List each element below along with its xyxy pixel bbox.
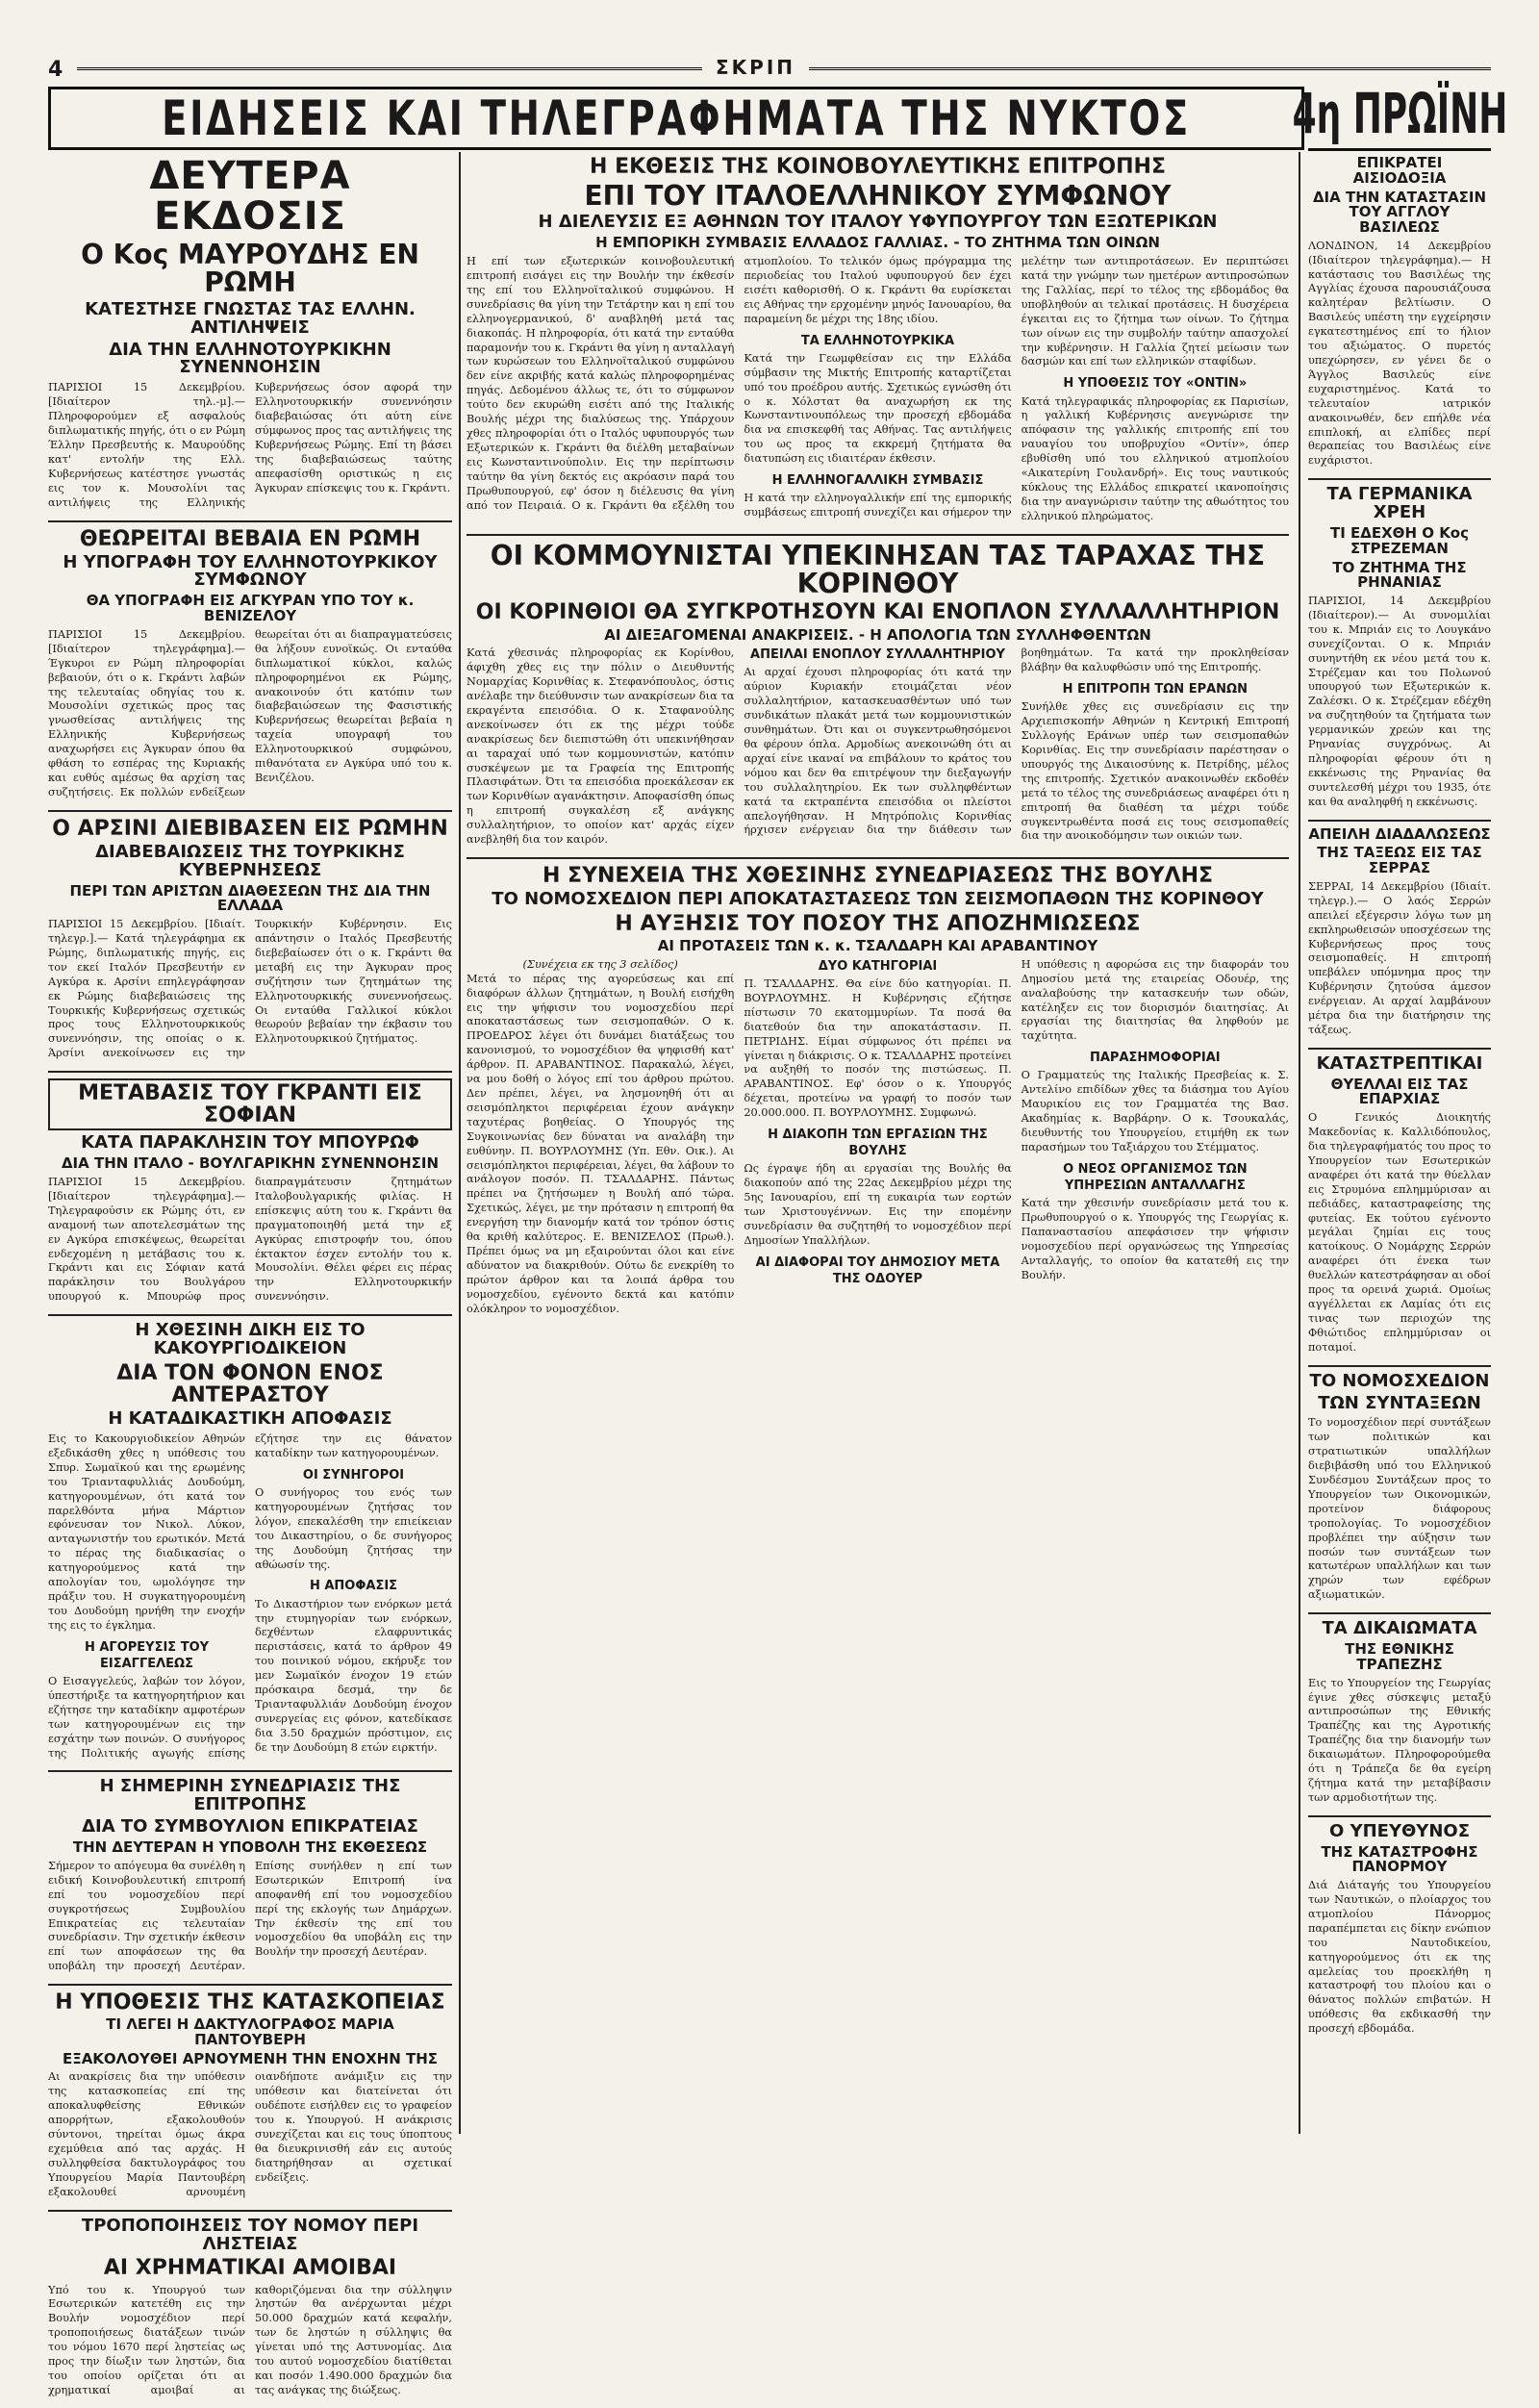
article bbox=[1308, 824, 1491, 1038]
crosshead: Η ΕΛΛΗΝΟΓΑΛΛΙΚΗ ΣΥΜΒΑΣΙΣ bbox=[771, 473, 984, 489]
divider bbox=[1308, 478, 1491, 480]
subheadline: Η ΑΥΞΗΣΙΣ ΤΟΥ ΠΟΣΟΥ ΤΗΣ ΑΠΟΖΗΜΙΩΣΕΩΣ bbox=[615, 911, 1141, 936]
column-left bbox=[48, 152, 452, 2408]
divider bbox=[1308, 1815, 1491, 1817]
paragraph: Ο Γραμματεύς της Ιταλικής Πρεσβείας κ. Σ. Αντελίνο επιδίδων χθες τα διάσημα του Αγίου Μαυρικίου εις τον Γραμματέα της Βασ. Ακαδημίας κ. Βαρβάρην. Ο κ. Τσουκαλάς, διευθυντής του Υπουργείου, ετιμήθη εκ των παρασήμων του Ταξιάρχου του Στέμματος. bbox=[1021, 1069, 1289, 1153]
headline: ΤΡΟΠΟΠΟΙΗΣΕΙΣ ΤΟΥ ΝΟΜΟΥ ΠΕΡΙ ΛΗΣΤΕΙΑΣ bbox=[81, 2215, 419, 2254]
subheadline: ΑΙ ΧΡΗΜΑΤΙΚΑΙ ΑΜΟΙΒΑΙ bbox=[103, 2256, 397, 2281]
subheadline: ΔΙΑ ΤΗΝ ΚΑΤΑΣΤΑΣΙΝ ΤΟΥ ΑΓΓΛΟΥ ΒΑΣΙΛΕΩΣ bbox=[1312, 188, 1487, 236]
article-body: Ο Γενικός Διοικητής Μακεδονίας κ. Καλλιδόπουλος, δια τηλεγραφήματός του προς το Υπουργείον των Εσωτερικών αναφέρει ότι κατά την θύελλαν εις Στρυμόνα επλημμύρισαν αι πεδιάδες, καταστραφείσης της φυτείας. Εκ τούτου εγένοντο μεγάλαι ζημίαι εις τους κατοίκους. Ο Νομάρχης Σερρών αναφέρει ότι ένεκα των θυελλών κατεστράφησαν αι οδοί προς τα ορεινά χωριά. Ομοίως αγγέλλεται εκ Λαμίας ότι εις τινας των περιοχών της Φθιώτιδος επλημμύρισαν οι ποταμοί. bbox=[1308, 1111, 1491, 1354]
article bbox=[48, 241, 452, 511]
article bbox=[1308, 1370, 1491, 1604]
article bbox=[1308, 1620, 1491, 1806]
subheadline: ΚΑΤΑ ΠΑΡΑΚΛΗΣΙΝ ΤΟΥ ΜΠΟΥΡΩΦ bbox=[81, 1132, 419, 1153]
headline: ΤΑ ΔΙΚΑΙΩΜΑΤΑ bbox=[1322, 1618, 1477, 1639]
divider bbox=[48, 1071, 452, 1073]
article bbox=[1308, 1820, 1491, 2037]
paragraph: Μετά το πέρας της αγορεύσεως και επί διαφόρων άλλων ζητημάτων, η Βουλή εισήχθη εις την ψήφισιν του νομοσχεδίου περί αποκαταστάσεως των σεισμοπαθών. Ο κ. ΠΡΟΕΔΡΟΣ λέγει ότι δυνάμει διατάξεως του κανονισμού, το νομοσχέδιον θα ψηφισθή κατ' άρθρον. Π. ΑΡΑΒΑΝΤΙΝΟΣ. Παρακαλώ, λέγει, να μου δοθή ο λόγος επί του άρθρου πρώτου. Δεν πρέπει, λέγει, να λησμονηθή ότι αι σεισμόπληκτοι περιφέρειαι έχουν ανάγκην ταχυτέρας βοηθείας. Ο Υπουργός της Συγκοινωνίας δεν δύναται να αναλάβη την ευθύνην. Π. ΒΟΥΡΛΟΥΜΗΣ (Υπ. Εθν. Οικ.). Αι σεισμόπληκτοι περιφέρειαι, λέγει, θα λάβουν το ανάλογον ποσόν. Π. ΤΣΑΛΔΑΡΗΣ. Πάντως πρέπει να ζητήσωμεν η Βουλή από τώρα. Σχετικώς, λέγει, με την πρότασιν η επιτροπή θα ενεργήση την διανομήν κατά τον τρόπον όστις θα κριθή καλύτερος. bbox=[467, 972, 735, 1244]
paragraph: Το Δικαστήριον των ενόρκων μετά την ετυμηγορίαν των ενόρκων, δεχθέντων ελαφρυντικάς περιστάσεις, κατά το άρθρον 49 του ποινικού νόμου, εκήρυξε τον μεν Σωμαϊκόν ένοχον 19 ετών πρόσκαιρα δεσμά, την δε Τριανταφυλλιάν Δουδούμη ένοχον συνεργείας εις φόνον, κατεδίκασε δια 3.50 δραχμών πρόστιμον, εις δε την Δουδούμη 8 ετών ειρκτήν. bbox=[255, 1597, 452, 1754]
article bbox=[48, 1778, 452, 1974]
subheadline: ΑΙ ΠΡΟΤΑΣΕΙΣ ΤΩΝ κ. κ. ΤΣΑΛΔΑΡΗ ΚΑΙ ΑΡΑΒΑΝΤΙΝΟΥ bbox=[657, 937, 1098, 955]
divider bbox=[467, 534, 1289, 536]
article-body: Το νομοσχέδιον περί συντάξεων των πολιτικών και στρατιωτικών υπαλλήλων διεβιβάσθη υπό του Ελληνικού Συνδέσμου Συντάξεων προς το Υπουργείον των Οικονομικών, προτείνον διάφορους τροπολογίας. Το νομοσχέδιον προβλέπει την αύξησιν των ποσών των συντάξεων των κατωτέρων υπαλλήλων και των χηρών των εφέδρων αξιωματικών. bbox=[1308, 1416, 1491, 1602]
subheadline: ΔΙΑ ΤΟ ΣΥΜΒΟΥΛΙΟΝ ΕΠΙΚΡΑΤΕΙΑΣ bbox=[82, 1816, 418, 1838]
paragraph: Ο Εισαγγελεύς, λαβών τον λόγον, ύπεστήριξε τα κατηγορητήριον και εζήτησε την καταδίκην αμφοτέρων των κατηγορουμένων εις την εσχάτην των ποινών. Ο συνήγορος της Πολιτικής αγωγής επίσης εζήτησε την εις θάνατον καταδίκην των κατηγορουμένων. bbox=[48, 1432, 452, 1760]
late-edition-label: 4η ΠΡΩΪΝΗ bbox=[1292, 81, 1507, 146]
paragraph: Εκ των συλληφθέντων κατά τα εκτραπέντα επεισόδια οι πλείστοι απελογήθησαν. Η Μητρόπολις Κορινθίας ήρχισεν ενέργειαν δια την διάθεσιν των βοηθημάτων. Τα κατά την προκληθείσαν βλάβην θα καλυφθώσιν υπό της Επιτροπής. bbox=[744, 646, 1289, 837]
subheadline: ΤΙ ΛΕΓΕΙ Η ΔΑΚΤΥΛΟΓΡΑΦΟΣ ΜΑΡΙΑ ΠΑΝΤΟΥΒΕΡΗ bbox=[106, 2015, 394, 2048]
article bbox=[1308, 486, 1491, 809]
column-rule bbox=[459, 152, 461, 2134]
paragraph: Η επί των εξωτερικών κοινοβουλευτική επιτροπή εισάγει εις την Βουλήν την έκθεσίν της επί του Ελληνοϊταλικού συμφώνου. Η συνεδρίασις θα γίνη την Τετάρτην και η επί του ελληνογερμανικού, δ' αναβληθή μετά τας διακοπάς. Η πληροφορία, ότι κατά την ενταύθα παραμονήν του κ. Γκράντι θα γίνη η ανταλλαγή των κυρώσεων του Ελληνοϊταλικού συμφώνου δεν είνε ακριβής κατά καλώς πληροφορημένας πηγάς. Δεδομένου άλλως τε, ότι το σύμφωνον τούτο δεν εκυρώθη εισέτι από της Ιταλικής Βουλής μέχρι της διαλύσεως της. Υπάρχουν χθες πληροφορίαι ότι ο Ιταλός υφυπουργός των Εξωτερικών κ. Γκράντι θα διέλθη μεταβαίνων εις Κωνσταντινούπολιν. Εις την περίπτωσιν ταύτην θα γίνη δεκτός εις ακρόασιν παρά του Πρωθυπουργού, εφ' όσον η διέλευσις θα γίνη από τον Πειραιά. Ο κ. Γκράντι θα εξέλθη του ατμοπλοίου. Το τελικόν όμως πρόγραμμα της περιοδείας του Ιταλού υφυπουργού δεν έχει εισέτι καθορισθή. bbox=[467, 255, 1012, 512]
page-number: 4 bbox=[48, 58, 63, 82]
masthead: ΣΚΡΙΠ bbox=[702, 56, 809, 79]
headline: ΘΕΩΡΕΙΤΑΙ ΒΕΒΑΙΑ ΕΝ ΡΩΜΗ bbox=[79, 526, 421, 551]
crosshead: Η ΕΠΙΤΡΟΠΗ ΤΩΝ ΕΡΑΝΩΝ bbox=[1062, 682, 1248, 697]
crosshead: Η ΥΠΟΘΕΣΙΣ ΤΟΥ «ΟΝΤΙΝ» bbox=[1063, 376, 1248, 392]
paragraph: Ε. ΒΕΝΙΖΕΛΟΣ (Πρωθ.). Πρέπει όμως να μη εξαιρούνται όλοι και είνε αδύνατον να διακριθούν. Ούτω δε ενεκρίθη το πρώτον άρθρον και τα λοιπά άρθρα του νομοσχεδίου, εγένοντο δεκτά και κατόπιν ολόκληρον το νομοσχέδιον. bbox=[467, 1230, 735, 1315]
paragraph: Συνήλθε χθες εις συνεδρίασιν εις την Αρχιεπισκοπήν Αθηνών η Κεντρική Επιτροπή Συλλογής Εράνων υπέρ των σεισμοπαθών Κορινθίας. Εις την συνεδρίασιν παρέστησαν ο υπουργός της Δικαιοσύνης κ. Πετρίδης, μέλος της επιτροπής. Σχετικόν ανακοινωθέν εκδοθέν μετά το τέλος της συνεδριάσεως αναφέρει ότι η επιτροπή θα διαθέση τα μέχρι τούδε συγκεντρωθέντα ποσά εις τους σεισμοπαθείς δια την ανοικοδόμησιν των οικιών των. bbox=[1021, 700, 1289, 843]
article bbox=[48, 818, 452, 1061]
article bbox=[467, 156, 1289, 524]
divider bbox=[48, 1984, 452, 1986]
divider bbox=[1308, 1612, 1491, 1614]
subheadline: ΔΙΑ ΤΗΝ ΕΛΛΗΝΟΤΟΥΡΚΙΚΗΝ ΣΥΝΕΝΝΟΗΣΙΝ bbox=[109, 339, 391, 378]
article-body: Διά Διάταγής του Υπουργείου των Ναυτικών, ο πλοίαρχος του ατμοπλοίου Πάνορμος παραπέμπεται εις δίκην ενώπιον του Ναυτοδικείου, κατηγορούμενος ότι εκ της αμελείας του προεκλήθη η καταστροφή του πλοίου και ο θάνατος πολλών επιβατών. Η υπόθεσις θα εκδικασθή την προσεχή εβδομάδα. bbox=[1308, 1879, 1491, 2036]
subheadline: ΤΩΝ ΣΥΝΤΑΞΕΩΝ bbox=[1318, 1392, 1481, 1413]
subheadline: ΑΙ ΔΙΕΞΑΓΟΜΕΝΑΙ ΑΝΑΚΡΙΣΕΙΣ. - Η ΑΠΟΛΟΓΙΑ ΤΩΝ ΣΥΛΛΗΦΘΕΝΤΩΝ bbox=[604, 625, 1151, 644]
crosshead: ΑΙ ΔΙΑΦΟΡΑΙ ΤΟΥ ΔΗΜΟΣΙΟΥ ΜΕΤΑ ΤΗΣ ΟΔΟΥΕΡ bbox=[755, 1255, 1000, 1286]
subheadline: Η ΚΑΤΑΔΙΚΑΣΤΙΚΗ ΑΠΟΦΑΣΙΣ bbox=[108, 1408, 392, 1430]
divider bbox=[1308, 1048, 1491, 1050]
headline: Ο ΑΡΣΙΝΙ ΔΙΕΒΙΒΑΣΕΝ ΕΙΣ ΡΩΜΗΝ bbox=[52, 816, 448, 841]
subheadline: ΟΙ ΚΟΡΙΝΘΙΟΙ ΘΑ ΣΥΓΚΡΟΤΗΣΟΥΝ ΚΑΙ ΕΝΟΠΛΟΝ ΣΥΛΛΑΛΛΗΤΗΡΙΟΝ bbox=[475, 600, 1280, 625]
subheadline: ΔΙΑ ΤΗΝ ΙΤΑΛΟ - ΒΟΥΛΓΑΡΙΚΗΝ ΣΥΝΕΝΝΟΗΣΙΝ bbox=[61, 1154, 440, 1173]
paragraph: Αι αρχαί έχουσι πληροφορίας ότι κατά την αύριον Κυριακήν ετοιμάζεται νέον συλλαλητήριον, κατασκευασθέντων υπό των συνδικάτων πλακάτ μετά των κομμουνιστικών συνθημάτων. Ότι και οι συγκεντρωθησόμενοι θα φέρουν όπλα. Αρμοδίως ανεκοινώθη ότι αι αρχαί είνε ικαναί να επιβάλουν το κράτος του νόμου και δεν θα επιτρέψουν την διεξαγωγήν του συλλαλητηρίου. bbox=[744, 666, 1012, 794]
subheadline: ΔΙΑ ΤΟΝ ΦΟΝΟΝ ΕΝΟΣ ΑΝΤΕΡΑΣΤΟΥ bbox=[116, 1360, 384, 1408]
article-body: Σήμερον το απόγευμα θα συνέλθη η ειδική Κοινοβουλευτική επιτροπή επί του νομοσχεδίου περί συγκροτήσεως Συμβουλίου Επικρατείας εις τελευταίαν συνεδρίασιν. Την σχετικήν έκθεσιν επί των αποφάσεων της θα υποβάλη την προσεχή Δευτέραν. Επίσης συνήλθεν η επί των Εσωτερικών Επιτροπή ίνα αποφανθή επί του νομοσχεδίου περί της εκλογής των Δημάρχων. Την έκθεσίν της επί του νομοσχεδίου θα υποβάλη εις την Βουλήν την προσεχή Δευτέραν. bbox=[48, 1859, 452, 1973]
divider bbox=[48, 810, 452, 812]
article-body: Εις το Υπουργείον της Γεωργίας έγινε χθες σύσκεψις μεταξύ αντιπροσώπων της Εθνικής Τραπέζης και της Αγροτικής Τραπέζης δια την διανομήν των δικαιωμάτων. Πληροφορούμεθα ότι η Τράπεζα δε θα εγείρη ζήτημα κατά την μεταβίβασιν των αρμοδιοτήτων της. bbox=[1308, 1676, 1491, 1804]
subheadline: ΕΠΙ ΤΟΥ ΙΤΑΛΟΕΛΛΗΝΙΚΟΥ ΣΥΜΦΩΝΟΥ bbox=[584, 180, 1172, 213]
paragraph: Η κατά την ελληνογαλλικήν επί της εμπορικής συμβάσεως επιτροπή συνεχίζει και σήμερον την μελέτην των αντιπροτάσεων. Εν περιπτώσει κατά την γνώμην των ημετέρων αντιπροσώπων της Γαλλίας, περί το τέλος της εβδομάδος θα υποβληθούν αι τελικαί προτάσεις. Η δυσχέρεια έγκειται εις το ζήτημα των οίνων. bbox=[744, 255, 1289, 520]
paragraph: Κατά χθεσινάς πληροφορίας εκ Κορίνθου, άφιχθη χθες εις την πόλιν ο Διευθυντής Νομαρχίας Κορινθίας κ. Στεφανόπουλος, όστις ανέλαβε την διεύθυνσιν των ανακρίσεων δια τα εκραγέντα επεισόδια. Ο κ. Σταφανούλης ανεκοίνωσεν ότι εκ της μέχρι τούδε ανακρίσεως δεν διεπιστώθη ότι υπεκινήθησαν αι ταραχαί υπό των κομμουνιστών, κατόπιν συσκέψεων με τα Γραφεία της Επιτροπής Πλασιφάτων. Ότι τα επεισόδια προεκάλεσαν εκ των Κορινθίων αγανάκτησιν. Αποφασίσθη όπως η επιτροπή συγκαλέση εξ ανάγκης συλλαλητήριον, το οποίον κατ' αρχάς είχεν ανεβληθή δια τον καιρόν. bbox=[467, 646, 735, 847]
subheadline: ΕΞΑΚΟΛΟΥΘΕΙ ΑΡΝΟΥΜΕΝΗ ΤΗΝ ΕΝΟΧΗΝ ΤΗΣ bbox=[62, 2049, 439, 2067]
paragraph: Ο κ. Γκράντι θα ευρίσκεται εις Αθήνας την ερχομένην μηνός Ιανουαρίου, θα παραμείνη δε μέχρι της 18ης ιδίου. bbox=[744, 283, 1012, 325]
divider bbox=[48, 1314, 452, 1316]
subheadline: ΠΕΡΙ ΤΩΝ ΑΡΙΣΤΩΝ ΔΙΑΘΕΣΕΩΝ ΤΗΣ ΔΙΑ ΤΗΝ ΕΛΛΑΔΑ bbox=[69, 881, 431, 915]
headline: ΑΠΕΙΛΗ ΔΙΑΔΑΛΩΣΕΩΣ bbox=[1308, 824, 1491, 843]
article bbox=[48, 2215, 452, 2398]
column-center bbox=[467, 152, 1289, 1326]
article-body: ΠΑΡΙΣΙΟΙ 15 Δεκεμβρίου. [Ιδιαίτερον τηλ.-μ].— Πληροφορούμεν εξ ασφαλούς διπλωματικής πηγής, ότι ο εν Ρώμη Έλλην Πρεσβευτής κ. Μαυρούδης κατ' εντολήν της Ελλ. Κυβερνήσεως κατέστησε γνωστάς εις τον κ. Μουσολίνι τας αντιλήψεις της Ελληνικής Κυβερνήσεως όσον αφορά την Ελληνοτουρκικήν συνεννόησιν διαβεβαιώσας ότι αύτη είνε σύμφωνος προς τας αντιλήψεις της Κυβερνήσεως Ρώμης. Επί τη βάσει της διαβεβαιώσεως ταύτης απεφασίσθη οριστικώς η εις Άγκυραν επίσκεψις του κ. Γκράντι. bbox=[48, 381, 452, 509]
subheadline: ΔΙΑΒΕΒΑΙΩΣΕΙΣ ΤΗΣ ΤΟΥΡΚΙΚΗΣ ΚΥΒΕΡΝΗΣΕΩΣ bbox=[95, 841, 405, 880]
article-body: ΠΑΡΙΣΙΟΙ, 14 Δεκεμβρίου (Ιδιαίτερον).— Αι συνομιλίαι του κ. Μπριάν εις το Λουγκάνο συνεχίζονται. Ο κ. Μπριάν συνηντήθη εκ νέου μετά του κ. Στρέζεμαν και του Πολωνού υπουργού των Εξωτερικών κ. Ζαλέσκι. Ο κ. Στρέζεμαν εδέχθη να συζητηθούν τα ζητήματα των γερμανικών χρεών και της Ρηνανίας συγχρόνως. Αι πληροφορίαι φέρουν ότι η εκκένωσις της Ρηνανίας θα συντελεσθή μέχρι του 1935, ότε και θα αναληφθή η εκκένωσις. bbox=[1308, 595, 1491, 808]
subheadline: ΤΗΝ ΔΕΥΤΕΡΑΝ Η ΥΠΟΒΟΛΗ ΤΗΣ ΕΚΘΕΣΕΩΣ bbox=[72, 1838, 428, 1857]
article bbox=[467, 865, 1289, 1316]
crosshead: ΔΥΟ ΚΑΤΗΓΟΡΙΑΙ bbox=[818, 958, 938, 974]
subheadline: ΤΟ ΖΗΤΗΜΑ ΤΗΣ ΡΗΝΑΝΙΑΣ bbox=[1332, 558, 1467, 592]
article-body: ΛΟΝΔΙΝΟΝ, 14 Δεκεμβρίου (Ιδιαίτερον τηλεγράφημα).— Η κατάστασις του Βασιλέως της Αγγλίας έχουσα παρουσιάζουσα καλητέραν βελτίωσιν. Ο Βασιλεύς υπέστη την εγχείρησιν εγκατεστημένος επί το ήλιον του αξιώματος. Ο πυρετός υπεχώρησεν, εν γένει δε ο Άγγλος Βασιλεύς είνε ευχαριστημένος. Κατά το τελευταίον ιατρικόν ανακοινωθέν, δεν επήλθε νέα επιπλοκή, αι ελπίδες περί θεραπείας του Βασιλέως είνε ευχάριστοι. bbox=[1308, 239, 1491, 468]
divider bbox=[1308, 1365, 1491, 1367]
article bbox=[1308, 156, 1491, 469]
paragraph: Π. ΤΣΑΛΔΑΡΗΣ. Θα είνε δύο κατηγορίαι. Π. ΒΟΥΡΛΟΥΜΗΣ. Η Κυβέρνησις εζήτησε πίστωσιν 70 εκατομμυρίων. Τα ποσά θα διατεθούν δια την αποκατάστασιν. Π. ΠΕΤΡΙΔΗΣ. Είμαι σύμφωνος ότι πρέπει να γίνεται η διάκρισις. Ο κ. ΤΣΑΛΔΑΡΗΣ προτείνει να αυξηθή το ποσόν της πιστώσεως. Π. ΑΡΑΒΑΝΤΙΝΟΣ. Εφ' όσον ο κ. Υπουργός δέχεται, προτείνω να γραφή το ποσόν των 20.000.000. Π. ΒΟΥΡΛΟΥΜΗΣ. Συμφωνώ. bbox=[744, 976, 1012, 1120]
subheadline: ΤΙ ΕΔΕΧΘΗ Ο Κος ΣΤΡΕΖΕΜΑΝ bbox=[1329, 524, 1470, 557]
paragraph: Εις το Κακουργιοδικείον Αθηνών εξεδικάσθη χθες η υπόθεσις του Σπυρ. Σωμαϊκού και της ερωμένης του Τριανταφυλλιάς Δουδούμη, κατηγορουμένων, ότι κατά τον παρελθόντα μήνα Μάρτιον εφόνευσαν τον Νικολ. Λύκον, ανταγωνιστήν του ερωτικόν. Μετά το πέρας της διαδικασίας ο κατηγορούμενος κατά την απολογίαν του, ωμολόγησε την πράξιν του. Η συγκατηγορουμένη του Δουδούμη ηρνήθη την ενοχήν της εις το έγκλημα. bbox=[48, 1432, 245, 1632]
headline: Η ΕΚΘΕΣΙΣ ΤΗΣ ΚΟΙΝΟΒΟΥΛΕΥΤΙΚΗΣ ΕΠΙΤΡΟΠΗΣ bbox=[590, 155, 1166, 179]
paragraph: Κατά τηλεγραφικάς πληροφορίας εκ Παρισίων, η γαλλική Κυβέρνησις ανεγνώρισε την απόφασιν της γαλλικής επιτροπής επί του ναυαγίου του υποβρυχίου «Οντίν», όπερ εβυθίσθη υπό του ελληνικού ατμοπλοίου «Αικατερίνη Γουλανδρή». Εις τους ναυτικούς κύκλους της Ελλάδος επικρατεί ικανοποίησις δια την αναγνώρισιν ταύτην της αθωότητος του ελληνικού πληρώματος. bbox=[1021, 394, 1289, 522]
headline: ΤΟ ΝΟΜΟΣΧΕΔΙΟΝ bbox=[1309, 1370, 1490, 1391]
article bbox=[1308, 1052, 1491, 1356]
column-right bbox=[1308, 152, 1491, 2046]
crosshead: Η ΑΠΟΦΑΣΙΣ bbox=[309, 1579, 398, 1594]
crosshead: Η ΑΓΟΡΕΥΣΙΣ ΤΟΥ ΕΙΣΑΓΓΕΛΕΩΣ bbox=[84, 1639, 210, 1671]
subheadline: ΚΑΤΕΣΤΗΣΕ ΓΝΩΣΤΑΣ ΤΑΣ ΕΛΛΗΝ. ΑΝΤΙΛΗΨΕΙΣ bbox=[85, 298, 416, 338]
banner-title: ΕΙΔΗΣΕΙΣ ΚΑΙ ΤΗΛΕΓΡΑΦΗΜΑΤΑ ΤΗΣ ΝΥΚΤΟΣ bbox=[162, 90, 1191, 146]
article bbox=[48, 528, 452, 800]
crosshead: ΤΑ ΕΛΛΗΝΟΤΟΥΡΚΙΚΑ bbox=[800, 333, 955, 348]
article-body bbox=[467, 646, 1289, 848]
article-body: ΣΕΡΡΑΙ, 14 Δεκεμβρίου (Ιδιαίτ. τηλεγρ.).— Ο λαός Σερρών απειλεί εξέγερσιν λόγω των μη εκπληρωθεισών υποσχέσεων της Κυβερνήσεως προς τους σεισμοπαθείς. Η επιτροπή υπεβάλεν υπόμνημα προς την Κυβέρνησιν ζητούσα άμεσον ενέργειαν. Αι αρχαί λαμβάνουν μέτρα δια την διατήρησιν της τάξεως. bbox=[1308, 879, 1491, 1036]
article-body: ΠΑΡΙΣΙΟΙ 15 Δεκεμβρίου. [Ιδιαίτ. τηλεγρ.].— Κατά τηλεγράφημα εκ Ρώμης, διπλωματικής πηγής, εις τον εκεί Ιταλόν Πρεσβευτήν εν Αγκύρα κ. Αρσίνι επηλεγράφησαν εκ Ρώμης διαβεβαιώσεις της Τουρκικής Κυβερνήσεως σχετικώς προς τους Ελληνοτουρκικούς συνεννόησιν, της οποίας ο κ. Άρσίνι ανεκοίνωσεν εις την Τουρκικήν Κυβέρνησιν. Εις απάντησιν ο Ιταλός Πρεσβευτής διεβεβαίωσεν ότι ο κ. Γκράντι θα μεταβή εις την Άγκυραν προς συζήτησιν των ζητημάτων της Ελληνοτουρκικής συνεννοήσεως. Οι ενταύθα Γαλλικοί κύκλοι θεωρούν βεβαίαν την έκβασιν του Ελληνοτουρκικού ζητήματος. bbox=[48, 918, 452, 1060]
headline: Η ΥΠΟΘΕΣΙΣ ΤΗΣ ΚΑΤΑΣΚΟΠΕΙΑΣ bbox=[55, 1990, 445, 2015]
article-body: ΠΑΡΙΣΙΟΙ 15 Δεκεμβρίου. [Ιδιαίτερον τηλεγράφημα].— Τηλεγραφούσιν εκ Ρώμης ότι, εν αναμονή των αποτελεσμάτων της εν Αγκύρα επισκέψεως, θεωρείται ενδεχομένη η μετάβασις του κ. Γκράντι και εις Σόφιαν κατά παράκλησιν του Βουλγάρου υπουργού κ. Μπουρώφ προς διαπραγμάτευσιν ζητημάτων Ιταλοβουλγαρικής φιλίας. Η επίσκεψις αύτη του κ. Γκράντι θα πραγματοποιηθή μετά την εξ Αγκύρας επιστροφήν του, όπου έκτακτον έσχεν εντολήν του κ. Μουσολίνι. Θέλει φέρει εις πέρας την Ελληνοτουρκικήν συνεννόησιν. bbox=[48, 1176, 452, 1304]
subheadline: ΘΑ ΥΠΟΓΡΑΦΗ ΕΙΣ ΑΓΚΥΡΑΝ ΥΠΟ ΤΟΥ κ. ΒΕΝΙΖΕΛΟΥ bbox=[86, 592, 415, 625]
article-body bbox=[467, 958, 1289, 1317]
subheadline: ΤΗΣ ΤΑΞΕΩΣ ΕΙΣ ΤΑΣ ΣΕΡΡΑΣ bbox=[1317, 844, 1482, 877]
headline: Ο ΥΠΕΥΘΥΝΟΣ bbox=[1329, 1820, 1470, 1841]
continued-note: (Συνέχεια εκ της 3 σελίδος) bbox=[522, 957, 678, 971]
late-edition-title bbox=[1292, 79, 1507, 151]
crosshead: Η ΔΙΑΚΟΠΗ ΤΩΝ ΕΡΓΑΣΙΩΝ ΤΗΣ ΒΟΥΛΗΣ bbox=[768, 1128, 988, 1159]
divider bbox=[48, 1770, 452, 1772]
crosshead: Ο ΝΕΟΣ ΟΡΓΑΝΙΣΜΟΣ ΤΩΝ ΥΠΗΡΕΣΙΩΝ ΑΝΤΑΛΛΑΓΗΣ bbox=[1063, 1161, 1248, 1194]
headline: ΜΕΤΑΒΑΣΙΣ ΤΟΥ ΓΚΡΑΝΤΙ ΕΙΣ ΣΟΦΙΑΝ bbox=[48, 1078, 452, 1130]
subheadline: ΘΥΕΛΛΑΙ ΕΙΣ ΤΑΣ ΕΠΑΡΧΙΑΣ bbox=[1330, 1075, 1469, 1108]
subheadline: ΤΗΣ ΕΘΝΙΚΗΣ ΤΡΑΠΕΖΗΣ bbox=[1345, 1640, 1454, 1673]
column-rule bbox=[1299, 152, 1300, 2134]
section-banner bbox=[48, 87, 1304, 150]
subheadline: Η ΥΠΟΓΡΑΦΗ ΤΟΥ ΕΛΛΗΝΟΤΟΥΡΚΙΚΟΥ ΣΥΜΦΩΝΟΥ bbox=[63, 551, 438, 591]
article bbox=[48, 1078, 452, 1305]
headline: ΚΑΤΑΣΤΡΕΠΤΙΚΑΙ bbox=[1316, 1052, 1483, 1074]
paragraph: Ως έγραψε ήδη αι εργασίαι της Βουλής θα διακοπούν από της 22ας Δεκεμβρίου μέχρι της 5ης Ιανουαρίου, επί τη ευκαιρία των εορτών των Χριστουγέννων. Εις την επομένην συνεδρίασιν θα συζητηθή το νομοσχέδιον περί Δημοσίων Υπαλλήλων. bbox=[744, 1162, 1012, 1247]
headline: ΕΠΙΚΡΑΤΕΙ ΑΙΣΙΟΔΟΞΙΑ bbox=[1352, 154, 1447, 187]
headline: ΤΑ ΓΕΡΜΑΝΙΚΑ ΧΡΕΗ bbox=[1326, 484, 1473, 523]
paragraph: Ο συνήγορος του ενός των κατηγορουμένων ζητήσας τον λόγον, επεκαλέσθη την επιείκειαν του Δικαστηρίου, ο δε συνήγορος της Δουδούμη ζητήσας την αθώωσίν της. bbox=[255, 1486, 452, 1571]
subheadline: ΤΗΣ ΚΑΤΑΣΤΡΟΦΗΣ ΠΑΝΟΡΜΟΥ bbox=[1321, 1842, 1478, 1876]
headline: Η ΣΗΜΕΡΙΝΗ ΣΥΝΕΔΡΙΑΣΙΣ ΤΗΣ ΕΠΙΤΡΟΠΗΣ bbox=[99, 1776, 401, 1815]
headline: Η ΣΥΝΕΧΕΙΑ ΤΗΣ ΧΘΕΣΙΝΗΣ ΣΥΝΕΔΡΙΑΣΕΩΣ ΤΗΣ ΒΟΥΛΗΣ bbox=[542, 864, 1214, 888]
paragraph: Η υπόθεσις η αφορώσα εις την διαφοράν του Δημοσίου μετά της εταιρείας Οδουέρ, της αναλαβούσης την κατασκευήν των οδών, κατέληξεν εις τον διορισμόν διαιτησίας. Αι εργασίαι της διαιτησίας θα ληφθούν με ταχύτητα. bbox=[1021, 957, 1289, 1043]
edition-title: ΔΕΥΤΕΡΑ ΕΚΔΟΣΙΣ bbox=[149, 154, 351, 239]
article-body: ΠΑΡΙΣΙΟΙ 15 Δεκεμβρίου. [Ιδιαίτερον τηλεγράφημα].— Έγκυροι εν Ρώμη πληροφορίαι βεβαιούν, ότι ο κ. Γκράντι λαβών της τελευταίας οδηγίας του κ. Μουσολίνι σχετικώς προς τας γνωσθείσας αντιλήψεις της Ελληνικής Κυβερνήσεως αναχωρήσει εις Άγκυραν όπου θα φθάση το εσπέρας της Κυριακής και ευθύς αμέσως θα αρχίση τας συζητήσεις. Εκ πολλών ενδείξεων θεωρείται ότι αι διαπραγματεύσεις θα λήξουν ευνοϊκώς. Οι ενταύθα διπλωματικοί κύκλοι, καλώς πληροφορημένοι εκ Ρώμης, ανακοινούν ότι κατόπιν των διαβεβαιώσεων της Φασιστικής Κυβερνήσεως θεωρείται βεβαία η ταχεία υπογραφή του Ελληνοτουρκικού συμφώνου, πιθανότατα εν Αγκύρα υπό του κ. Βενιζέλου. bbox=[48, 627, 452, 798]
subheadline: Η ΕΜΠΟΡΙΚΗ ΣΥΜΒΑΣΙΣ ΕΛΛΑΔΟΣ ΓΑΛΛΙΑΣ. - ΤΟ ΖΗΤΗΜΑ ΤΩΝ ΟΙΝΩΝ bbox=[595, 234, 1160, 252]
paragraph: Κατά την χθεσινήν συνεδρίασιν μετά του κ. Πρωθυπουργού ο κ. Υπουργός της Γεωργίας κ. Παπαναστασίου απεφάσισεν την ψήφισιν νομοσχεδίου περί οργανώσεως της Υπηρεσίας Ανταλλαγής, το οποίον θα κατατεθή εις την Βουλήν. bbox=[1021, 1197, 1289, 1281]
headline: Η ΧΘΕΣΙΝΗ ΔΙΚΗ ΕΙΣ ΤΟ ΚΑΚΟΥΡΓΙΟΔΙΚΕΙΟΝ bbox=[135, 1320, 366, 1359]
crosshead: ΑΠΕΙΛΑΙ ΕΝΟΠΛΟΥ ΣΥΛΛΑΛΗΤΗΡΙΟΥ bbox=[750, 647, 1005, 663]
article-body bbox=[48, 1432, 452, 1761]
newspaper-page bbox=[48, 56, 1507, 2396]
paragraph: Το ζήτημα των οίνων εις την συμβολήν ταύτην απασχολεί την κυβέρνησιν. Η Γαλλία ζητεί μείωσιν των δασμών και επί των ελληνικών σταφίδων. bbox=[1021, 312, 1289, 368]
article bbox=[48, 1991, 452, 2200]
divider bbox=[1308, 820, 1491, 822]
crosshead: ΠΑΡΑΣΗΜΟΦΟΡΙΑΙ bbox=[1089, 1051, 1221, 1066]
headline: ΟΙ ΚΟΜΜΟΥΝΙΣΤΑΙ ΥΠΕΚΙΝΗΣΑΝ ΤΑΣ ΤΑΡΑΧΑΣ ΤΗΣ ΚΟΡΙΝΘΟΥ bbox=[490, 539, 1266, 600]
article bbox=[467, 539, 1289, 848]
article bbox=[48, 1322, 452, 1761]
article-body: Αι ανακρίσεις δια την υπόθεσιν της κατασκοπείας επί της αποκαλυφθείσης Εθνικών απορρήτων, εξακολουθούν σύντονοι, τηρείται όμως άκρα εχεμύθεια από τας αρχάς. Η συλληφθείσα δακτυλογράφος του Υπουργείου Μαρία Παντουβέρη εξακολουθεί αρνουμένη οιανδήποτε ανάμιξιν εις την υπόθεσιν και διατείνεται ότι ουδέποτε εισήλθεν εις το γραφείον του κ. Υπουργού. Η ανάκρισις συνεχίζεται και εις τους ύποπτους θα διευκρινισθή εάν εις αυτούς διατηρήθησαν αι σχετικαί ενδείξεις. bbox=[48, 2070, 452, 2198]
subheadline: ΤΟ ΝΟΜΟΣΧΕΔΙΟΝ ΠΕΡΙ ΑΠΟΚΑΤΑΣΤΑΣΕΩΣ ΤΩΝ ΣΕΙΣΜΟΠΑΘΩΝ ΤΗΣ ΚΟΡΙΝΘΟΥ bbox=[492, 889, 1264, 910]
crosshead: ΟΙ ΣΥΝΗΓΟΡΟΙ bbox=[302, 1467, 405, 1483]
article-body bbox=[467, 255, 1289, 524]
divider bbox=[48, 2210, 452, 2212]
headline: Ο Κος ΜΑΥΡΟΥΔΗΣ ΕΝ ΡΩΜΗ bbox=[81, 239, 419, 299]
article-body: Υπό του κ. Υπουργού των Εσωτερικών κατετέθη εις την Βουλήν νομοσχέδιον περί τροποποιήσεως διατάξεων τινών του νόμου 1670 περί ληστείας ως προς την δίωξιν των ληστών, δια του οποίου ορίζεται ότι αι χρηματικαί αμοιβαί αι καθοριζόμεναι δια την σύλληψιν ληστών θα ανέρχωνται μέχρι 50.000 δραχμών κατά κεφαλήν, των δε ληστών η σύλληψις θα γίνεται υπό της Αστυνομίας. Δια του αυτού νομοσχεδίου διατίθεται και ποσόν 1.490.000 δραχμών δια τας ανάγκας της διώξεως. bbox=[48, 2283, 452, 2396]
paragraph: Κατά την Γεωμφθείσαν εις την Ελλάδα σύμβασιν της Μικτής Επιτροπής καταρτίζεται υπό του προέδρου αυτής. Σχετικώς εγνώσθη ότι ο κ. Χόλστατ θα αναχωρήση εκ της Κωνσταντινουπόλεως την προσεχή εβδομάδα δια να επισκεφθή τας Αθήνας. Τας αντιλήψεις του ως προς τα εκκρεμή ζητήματα θα διατυπώση εις ιδιαιτέραν έκθεσιν. bbox=[744, 351, 1012, 466]
divider bbox=[48, 520, 452, 522]
subheadline: Η ΔΙΕΛΕΥΣΙΣ ΕΞ ΑΘΗΝΩΝ ΤΟΥ ΙΤΑΛΟΥ ΥΦΥΠΟΥΡΓΟΥ ΤΩΝ ΕΞΩΤΕΡΙΚΩΝ bbox=[538, 212, 1218, 233]
divider bbox=[467, 857, 1289, 859]
page-header bbox=[48, 58, 1491, 81]
